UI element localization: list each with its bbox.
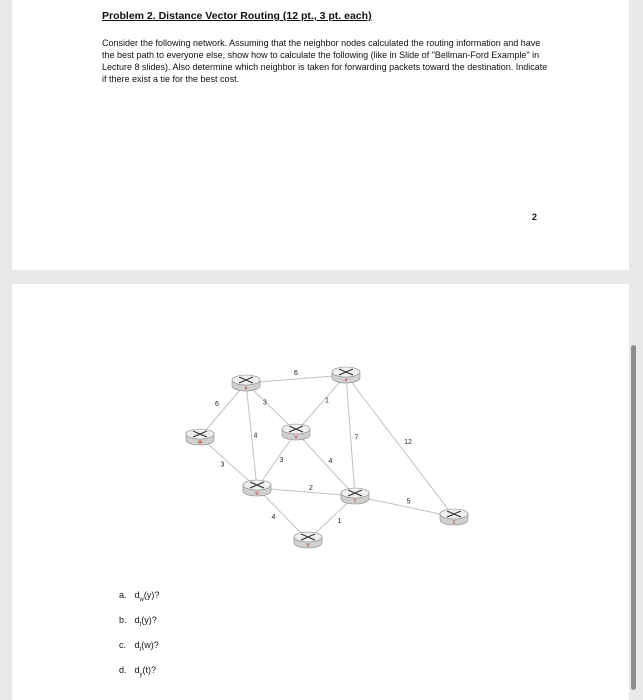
router-w-label: W bbox=[197, 439, 203, 445]
edge-t-z bbox=[355, 496, 454, 517]
problem-description: Consider the following network. Assuming that the neighbor nodes calculated the routing information and have the best path to everyone else, show how to calculate the following (like in Slide of "Bellman-Ford Example" in Lecture 8 slides). Also determine which neighbor is taken for forwarding packets toward the destination. Indicate if there exist a tie for the best cost. bbox=[102, 38, 548, 84]
page-1 bbox=[12, 0, 629, 270]
edge-weight-v-u: 3 bbox=[279, 457, 284, 464]
edge-weight-x-w: 6 bbox=[215, 401, 219, 408]
question-a-arg: (y)? bbox=[143, 590, 160, 600]
edge-w-u bbox=[197, 437, 257, 488]
edge-weight-y-t: 7 bbox=[354, 434, 359, 442]
question-c-sub: t bbox=[139, 646, 142, 653]
edge-weight-x-y: 6 bbox=[294, 370, 298, 377]
router-x-label: X bbox=[244, 385, 248, 391]
question-a bbox=[119, 590, 159, 603]
page-2 bbox=[12, 284, 629, 700]
question-c-label: c. bbox=[119, 640, 127, 650]
problem-title: Problem 2. Distance Vector Routing (12 pt., 3 pt. each) bbox=[102, 10, 372, 22]
edge-weight-t-z: 5 bbox=[406, 498, 411, 506]
router-s bbox=[294, 532, 322, 548]
question-c-arg: (w)? bbox=[141, 640, 159, 650]
edge-weight-u-t: 2 bbox=[309, 485, 313, 492]
question-a-d: d bbox=[134, 590, 140, 600]
router-y bbox=[332, 367, 360, 383]
router-t-label: T bbox=[353, 498, 357, 504]
edge-u-t bbox=[257, 488, 355, 496]
router-t bbox=[341, 488, 369, 504]
question-b-d: d bbox=[134, 615, 140, 625]
edge-weight-w-u: 3 bbox=[220, 461, 225, 469]
scrollbar[interactable] bbox=[631, 345, 636, 690]
router-w bbox=[186, 429, 214, 445]
edge-weight-y-z: 12 bbox=[404, 439, 412, 446]
edge-v-u bbox=[257, 432, 296, 488]
router-u bbox=[243, 480, 271, 496]
router-u-label: U bbox=[255, 490, 259, 496]
router-v bbox=[282, 424, 310, 440]
question-d-arg: (t)? bbox=[142, 665, 157, 675]
edge-v-t bbox=[296, 432, 355, 496]
router-x bbox=[232, 375, 260, 391]
page-number: 2 bbox=[532, 212, 538, 222]
question-b-arg: (y)? bbox=[141, 615, 157, 625]
question-b-label: b. bbox=[119, 615, 127, 625]
question-b-sub: t bbox=[139, 621, 142, 628]
edge-weight-x-u: 4 bbox=[253, 432, 258, 440]
router-v-label: V bbox=[294, 434, 298, 440]
question-b bbox=[119, 615, 157, 628]
edge-weight-y-v: 1 bbox=[325, 397, 329, 405]
question-d-d: d bbox=[134, 665, 140, 675]
question-d bbox=[119, 665, 156, 678]
router-z-label: Z bbox=[452, 519, 456, 525]
edge-u-s bbox=[257, 488, 308, 540]
router-s-label: S bbox=[306, 542, 310, 548]
question-c-d: d bbox=[134, 640, 140, 650]
network-diagram bbox=[12, 284, 629, 700]
question-a-sub: w bbox=[139, 596, 144, 603]
edge-weight-t-s: 1 bbox=[337, 518, 342, 525]
edge-y-v bbox=[296, 375, 346, 432]
question-a-label: a. bbox=[119, 590, 127, 600]
edge-weight-x-v: 3 bbox=[263, 399, 267, 407]
question-d-label: d. bbox=[119, 665, 127, 675]
edge-weight-v-t: 4 bbox=[328, 458, 333, 465]
router-y-label: Y bbox=[344, 377, 348, 383]
question-c bbox=[119, 640, 159, 653]
router-z bbox=[440, 509, 468, 525]
nodes-layer bbox=[186, 367, 468, 548]
question-d-sub: y bbox=[139, 671, 143, 678]
edge-x-w bbox=[200, 383, 246, 437]
edge-weight-u-s: 4 bbox=[271, 514, 276, 521]
